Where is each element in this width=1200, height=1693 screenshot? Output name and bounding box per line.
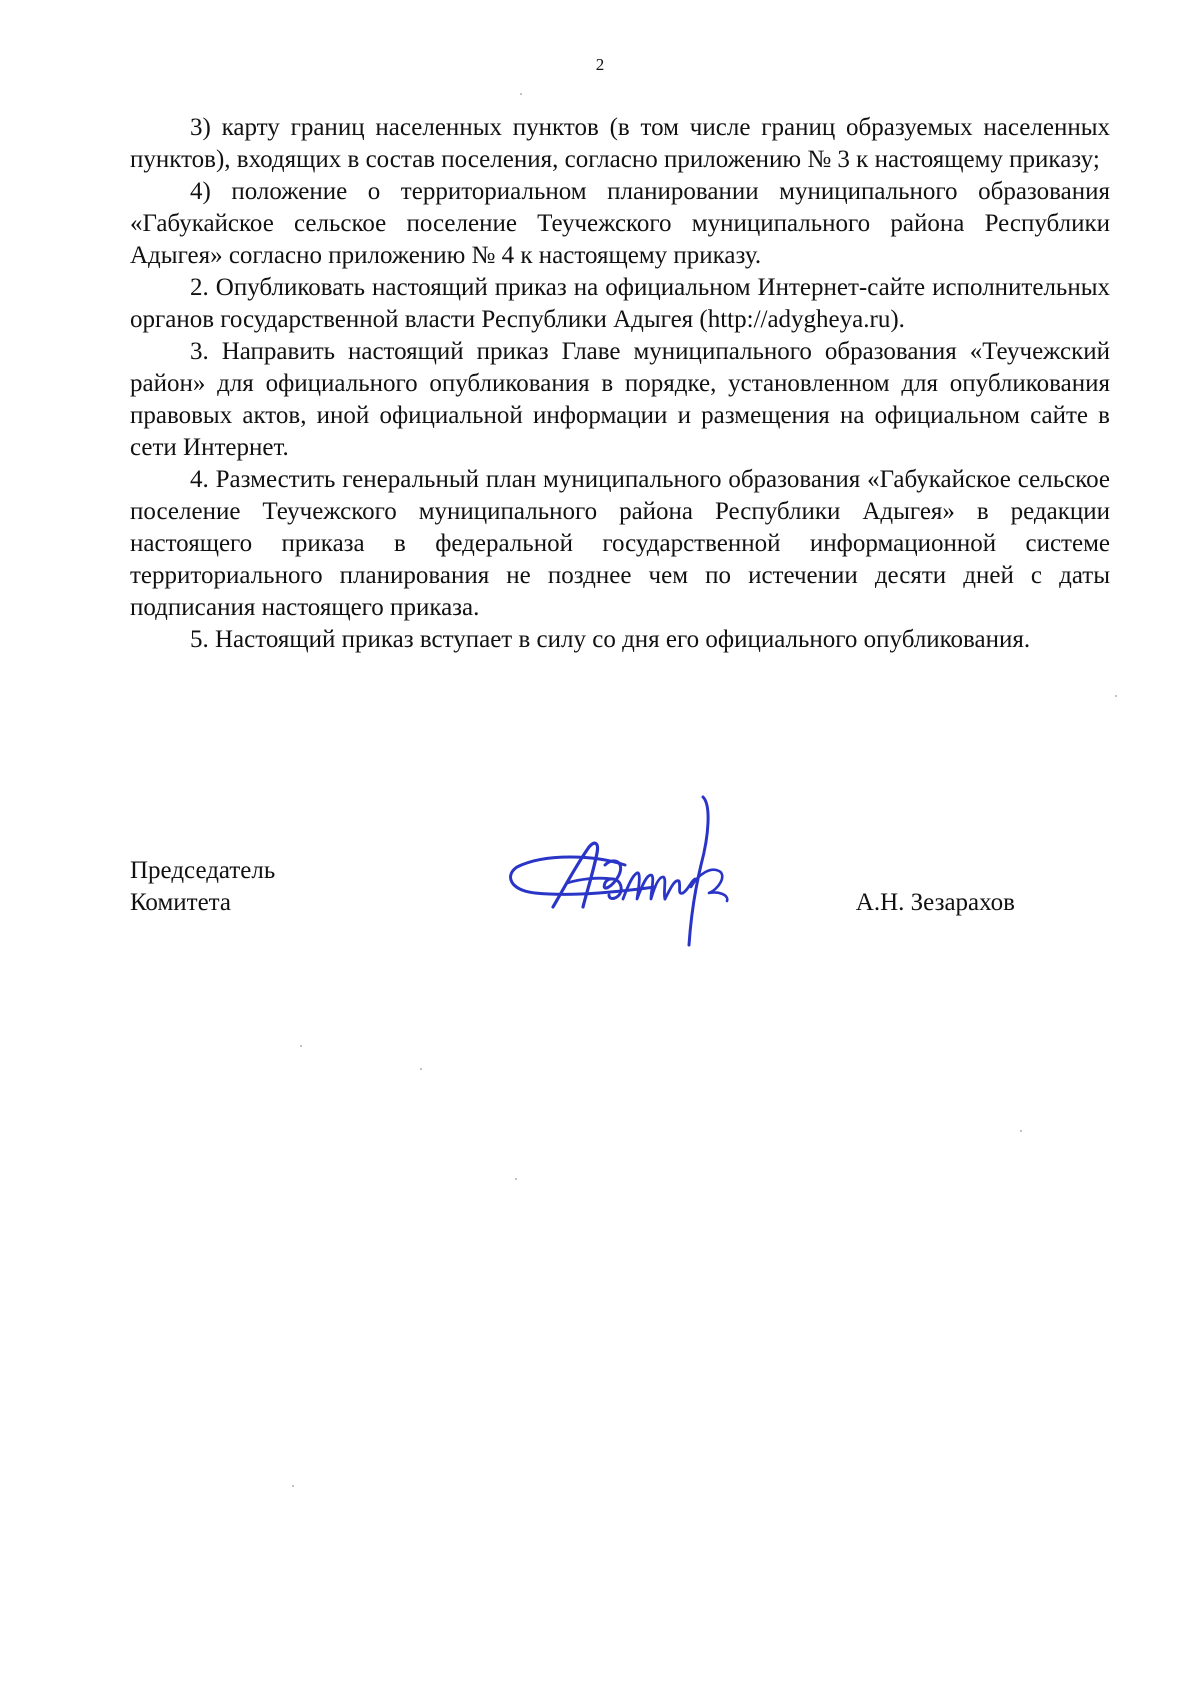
scan-speck	[1115, 695, 1117, 697]
paragraph-federal-system: 4. Разместить генеральный план муниципального образования «Габукайское сельское поселение Теучежского муниципального района Республики Адыгея» в редакции настоящего приказа в федеральной государственной информационной системе территориального планирования не позднее чем по истечении десяти дней с даты подписания настоящего приказа.	[130, 466, 1110, 621]
signer-position-line2: Комитета	[130, 889, 232, 916]
scan-speck	[420, 1068, 422, 1070]
scan-speck	[515, 1178, 517, 1180]
paragraph-effective-date: 5. Настоящий приказ вступает в силу со дня его официального опубликования.	[190, 626, 1031, 653]
handwritten-signature-icon	[505, 795, 765, 955]
signer-name: А.Н. Зезарахов	[855, 889, 1015, 916]
paragraph-map-boundaries: 3) карту границ населенных пунктов (в том числе границ образуемых населенных пунктов), входящих в состав поселения, согласно приложению № 3 к настоящему приказу;	[130, 114, 1110, 173]
scan-speck	[300, 1045, 302, 1047]
scan-speck	[292, 1485, 294, 1487]
scan-speck	[520, 93, 522, 95]
paragraph-territorial-planning: 4) положение о территориальном планировании муниципального образования «Габукайское сельское поселение Теучежского муниципального района Республики Адыгея» согласно приложению № 4 к настоящему приказу.	[130, 178, 1110, 269]
paragraph-send-to-head: 3. Направить настоящий приказ Главе муниципального образования «Теучежский район» для официального опубликования в порядке, установленном для опубликования правовых актов, иной официальной информации и размещения на официальном сайте в сети Интернет.	[130, 338, 1110, 461]
signer-position-line1: Председатель	[130, 857, 276, 884]
paragraph-publish-website: 2. Опубликовать настоящий приказ на официальном Интернет-сайте исполнительных органов государственной власти Республики Адыгея (http://adygheya.ru).	[130, 274, 1110, 333]
signer-position	[130, 855, 275, 919]
signature-block	[130, 855, 1110, 965]
document-body	[130, 112, 1110, 656]
scan-speck	[1020, 1130, 1022, 1132]
page-number: 2	[595, 55, 605, 74]
